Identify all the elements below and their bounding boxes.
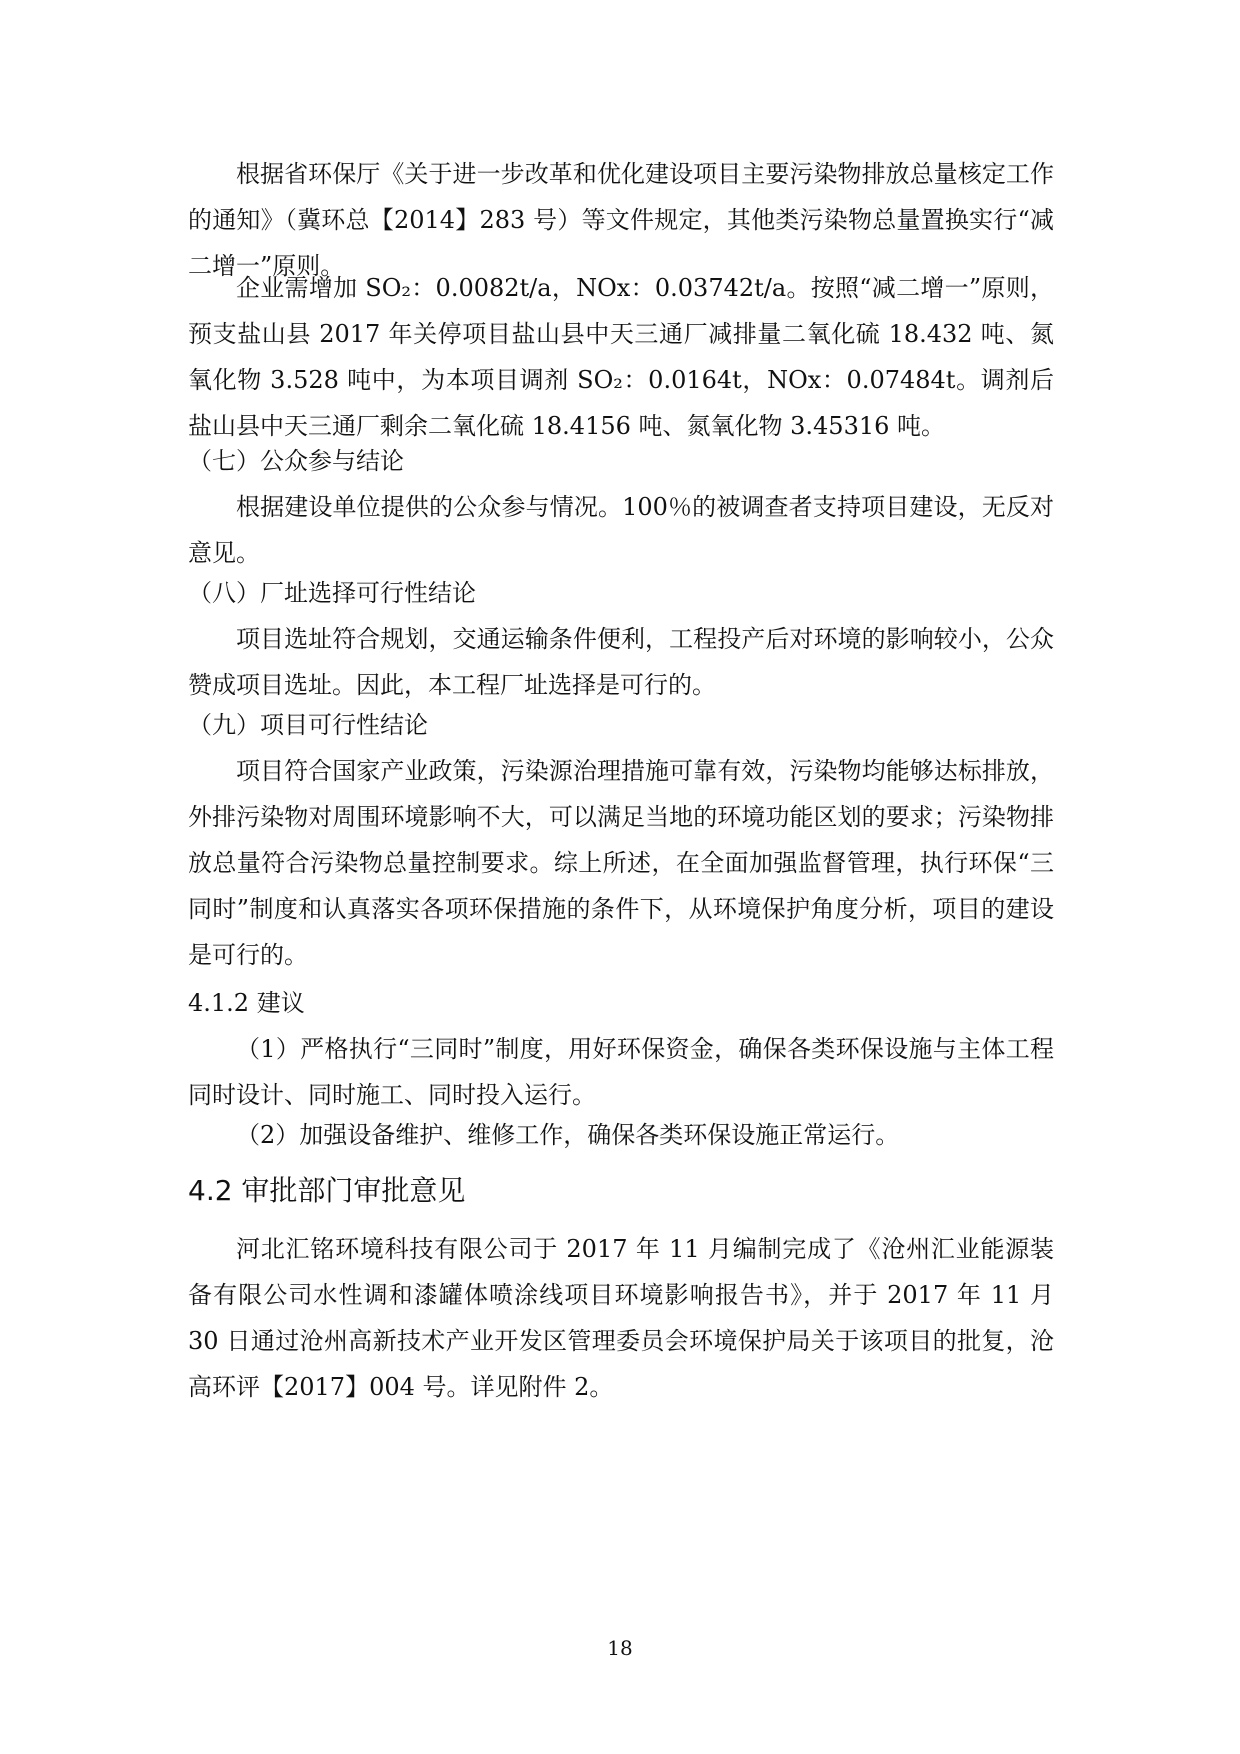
paragraph-text: 河北汇铭环境科技有限公司于 2017 年 11 月编制完成了《沧州汇业能源装备有限公司水性调和漆罐体喷涂线项目环境影响报告书》，并于 2017 年 11 月 30 日通过沧州高新技术产业开发区管理委员会环境保护局关于该项目的批复，沧高环评【2017】004 号。详见附件 2。 xyxy=(188,1235,1054,1401)
heading-4-1-2 xyxy=(188,980,1054,1026)
suggestion-1 xyxy=(188,1026,1054,1118)
paragraph-approval xyxy=(188,1226,1054,1410)
page-number: 18 xyxy=(607,1636,633,1660)
paragraph-text: 根据建设单位提供的公众参与情况。100％的被调查者支持项目建设，无反对意见。 xyxy=(188,493,1054,567)
heading-project-feasibility xyxy=(188,702,1054,748)
heading-site-selection xyxy=(188,570,1054,616)
paragraph-public-participation xyxy=(188,484,1054,576)
paragraph-site-selection xyxy=(188,616,1054,708)
heading-4-2 xyxy=(188,1168,1054,1214)
paragraph-emission-adjustment xyxy=(188,265,1054,449)
suggestion-2 xyxy=(188,1112,1054,1158)
paragraph-text: 企业需增加 SO₂：0.0082t/a，NOx：0.03742t/a。按照“减二增一”原则，预支盐山县 2017 年关停项目盐山县中天三通厂减排量二氧化硫 18.432 吨、氮氧化物 3.528 吨中，为本项目调剂 SO₂：0.0164t，NOx：0.07484t。调剂后盐山县中天三通厂剩余二氧化硫 18.4156 吨、氮氧化物 3.45316 吨。 xyxy=(188,274,1054,440)
section-heading: 4.2 审批部门审批意见 xyxy=(188,1174,466,1207)
section-heading: （九）项目可行性结论 xyxy=(188,711,428,739)
heading-public-participation xyxy=(188,438,1054,484)
paragraph-text: 根据省环保厅《关于进一步改革和优化建设项目主要污染物排放总量核定工作的通知》（冀环总【2014】283 号）等文件规定，其他类污染物总量置换实行“减二增一”原则。 xyxy=(188,160,1054,280)
section-heading: 4.1.2 建议 xyxy=(188,989,305,1017)
section-heading: （七）公众参与结论 xyxy=(188,447,404,475)
suggestion-text: （1）严格执行“三同时”制度，用好环保资金，确保各类环保设施与主体工程同时设计、同时施工、同时投入运行。 xyxy=(188,1035,1054,1109)
paragraph-text: 项目符合国家产业政策，污染源治理措施可靠有效，污染物均能够达标排放，外排污染物对周围环境影响不大，可以满足当地的环境功能区划的要求；污染物排放总量符合污染物总量控制要求。综上所述，在全面加强监督管理，执行环保“三同时”制度和认真落实各项环保措施的条件下，从环境保护角度分析，项目的建设是可行的。 xyxy=(188,757,1054,969)
paragraph-project-feasibility xyxy=(188,748,1054,978)
section-heading: （八）厂址选择可行性结论 xyxy=(188,579,476,607)
suggestion-text: （2）加强设备维护、维修工作，确保各类环保设施正常运行。 xyxy=(236,1121,900,1149)
paragraph-text: 项目选址符合规划，交通运输条件便利，工程投产后对环境的影响较小，公众赞成项目选址。因此，本工程厂址选择是可行的。 xyxy=(188,625,1054,699)
